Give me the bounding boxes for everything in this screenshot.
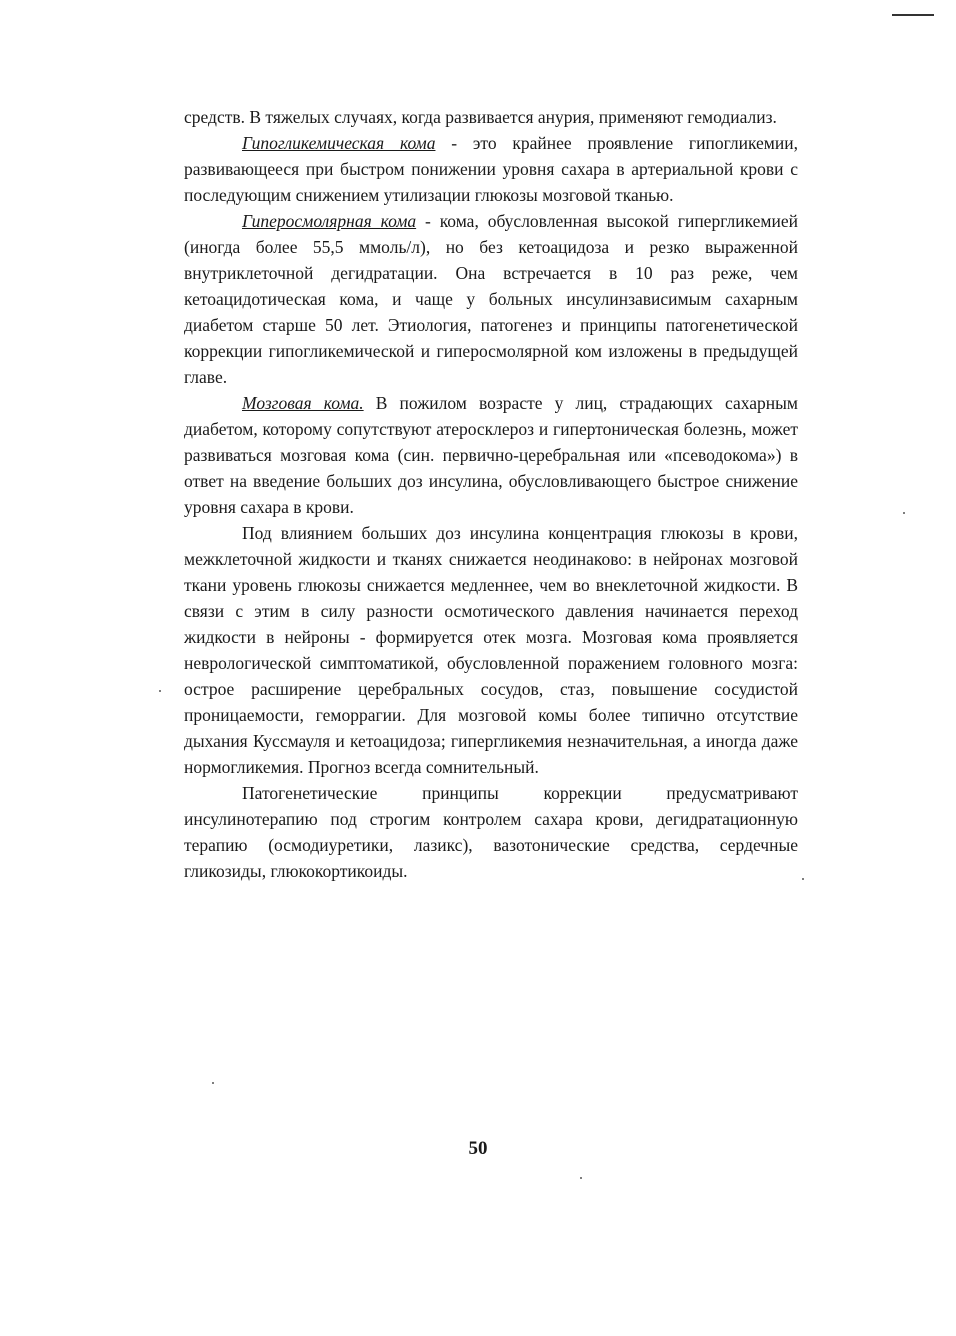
scan-speck: [802, 878, 804, 880]
scan-speck: [159, 690, 161, 692]
paragraph-correction-principles: [184, 780, 798, 884]
paragraph-hypoglycemic-coma: [184, 130, 798, 208]
paragraph-insulin-effects: [184, 520, 798, 780]
paragraph-cerebral-coma: [184, 390, 798, 520]
paragraph-text: средств. В тяжелых случаях, когда развивается анурия, применяют гемодиализ.: [184, 107, 777, 127]
term-hypoglycemic-coma: Гипогликемическая кома: [242, 133, 436, 153]
paragraph-text: Под влиянием больших доз инсулина концентрация глюкозы в крови, межклеточной жидкости и тканях снижается неодинаково: в нейронах мозговой ткани уровень глюкозы снижается медленнее, чем во внеклеточной жидкости. В связи с этим в силу разности осмотического давления начинается переход жидкости в нейроны - формируется отек мозга. Мозговая кома проявляется неврологической симптоматикой, обусловленной поражением головного мозга: острое расширение церебральных сосудов, стаз, повышение сосудистой проницаемости, геморрагии. Для мозговой комы более типично отсутствие дыхания Куссмауля и кетоацидоза; гипергликемия незначительная, а иногда даже нормогликемия. Прогноз всегда сомнительный.: [184, 523, 798, 777]
corner-rule: [892, 14, 934, 16]
scan-speck: [580, 1177, 582, 1179]
paragraph-text: - это крайнее проявление гипогликемии, развивающееся при быстром понижении уровня сахара в артериальной крови с последующим снижением утилизации глюкозы мозговой тканью.: [184, 133, 798, 205]
paragraph-text: Патогенетические принципы коррекции предусматривают инсулинотерапию под строгим контролем сахара крови, дегидратационную терапию (осмодиуретики, лазикс), вазотонические средства, сердечные гликозиды, глюкокортикоиды.: [184, 783, 798, 881]
paragraph-hyperosmolar-coma: [184, 208, 798, 390]
scan-speck: [903, 512, 905, 514]
term-cerebral-coma: Мозговая кома.: [242, 393, 364, 413]
page-number: 50: [468, 1138, 488, 1159]
paragraph-continuation: [184, 104, 798, 130]
scan-speck: [212, 1082, 214, 1084]
paragraph-text: В пожилом возрасте у лиц, страдающих сахарным диабетом, которому сопутствуют атеросклероз и гипертоническая болезнь, может развиваться мозговая кома (син. первично-церебральная или «псеводокома») в ответ на введение больших доз инсулина, обусловливающего быстрое снижение уровня сахара в крови.: [184, 393, 798, 517]
document-body: [184, 104, 798, 884]
paragraph-text: - кома, обусловленная высокой гипергликемией (иногда более 55,5 ммоль/л), но без кетоацидоза и резко выраженной внутриклеточной дегидратации. Она встречается в 10 раз реже, чем кетоацидотическая кома, и чаще у больных инсулинзависимым сахарным диабетом старше 50 лет. Этиология, патогенез и принципы патогенетической коррекции гипогликемической и гиперосмолярной ком изложены в предыдущей главе.: [184, 211, 798, 387]
term-hyperosmolar-coma: Гиперосмолярная кома: [242, 211, 417, 231]
